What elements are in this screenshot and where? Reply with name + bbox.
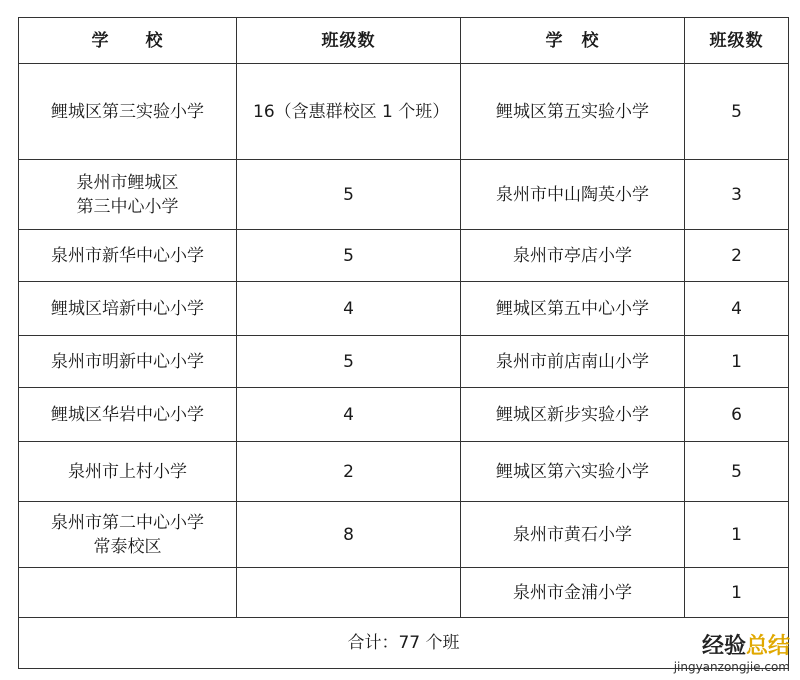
school-class-table [18,17,789,669]
watermark-url: jingyanzongjie.com [673,660,790,674]
right-count-cell: 4 [685,282,789,336]
left-school-cell: 泉州市新华中心小学 [19,230,237,282]
left-school-cell: 泉州市鲤城区 第三中心小学 [19,160,237,230]
left-count-cell: 4 [237,388,461,442]
right-count-cell: 1 [685,502,789,568]
table-row [19,336,789,388]
left-count-cell: 5 [237,230,461,282]
table-row [19,502,789,568]
watermark [674,634,790,674]
table-row [19,230,789,282]
right-count-cell: 3 [685,160,789,230]
table-row [19,160,789,230]
left-count-cell: 2 [237,442,461,502]
total-cell: 合计：77 个班 [19,618,789,669]
watermark-logo: 经验总结 [701,634,790,659]
right-school-cell: 泉州市前店南山小学 [461,336,685,388]
left-school-cell: 鲤城区第三实验小学 [19,64,237,160]
right-count-cell: 6 [685,388,789,442]
left-count-cell [237,568,461,618]
left-count-cell: 5 [237,160,461,230]
table-row [19,388,789,442]
table-row [19,64,789,160]
table-row [19,568,789,618]
right-count-cell: 5 [685,64,789,160]
left-count-cell: 8 [237,502,461,568]
header-school-right: 学 校 [461,18,685,64]
right-school-cell: 泉州市亭店小学 [461,230,685,282]
left-count-cell: 5 [237,336,461,388]
left-school-cell: 鲤城区华岩中心小学 [19,388,237,442]
right-count-cell: 5 [685,442,789,502]
header-count-right: 班级数 [685,18,789,64]
right-school-cell: 泉州市金浦小学 [461,568,685,618]
right-school-cell: 鲤城区第六实验小学 [461,442,685,502]
header-row [19,18,789,64]
header-count-left: 班级数 [237,18,461,64]
table-row [19,282,789,336]
left-school-cell: 泉州市明新中心小学 [19,336,237,388]
right-school-cell: 鲤城区新步实验小学 [461,388,685,442]
right-school-cell: 泉州市中山陶英小学 [461,160,685,230]
right-school-cell: 鲤城区第五实验小学 [461,64,685,160]
left-count-cell: 16（含惠群校区 1 个班） [237,64,461,160]
left-school-cell: 泉州市上村小学 [19,442,237,502]
right-school-cell: 泉州市黄石小学 [461,502,685,568]
header-school-left: 学 校 [19,18,237,64]
left-school-cell: 鲤城区培新中心小学 [19,282,237,336]
right-count-cell: 2 [685,230,789,282]
left-count-cell: 4 [237,282,461,336]
left-school-cell [19,568,237,618]
right-count-cell: 1 [685,568,789,618]
right-count-cell: 1 [685,336,789,388]
table-row [19,442,789,502]
left-school-cell: 泉州市第二中心小学 常泰校区 [19,502,237,568]
right-school-cell: 鲤城区第五中心小学 [461,282,685,336]
